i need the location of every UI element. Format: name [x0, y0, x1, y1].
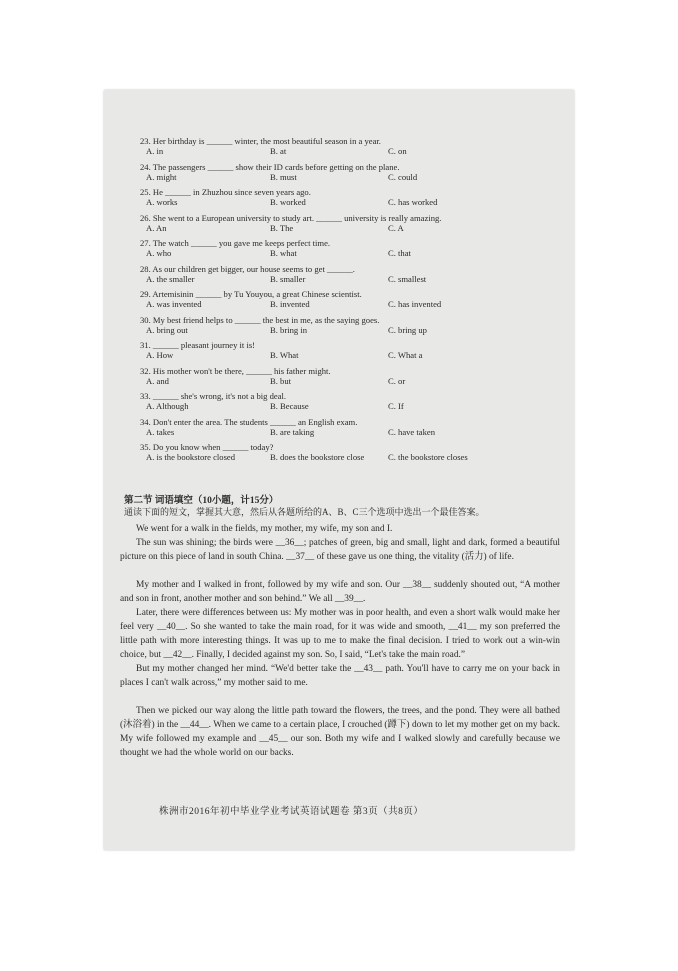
option-a: A. works	[146, 197, 178, 207]
option-a: A. the smaller	[146, 273, 195, 284]
option-a: A. bring out	[146, 324, 188, 335]
option-a: A. Although	[146, 401, 189, 411]
option-b: B. What	[270, 350, 299, 360]
section-instruction: 通读下面的短文，掌握其大意，然后从各题所给的A、B、C三个选项中选出一个最佳答案。	[124, 507, 485, 517]
option-b: B. smaller	[270, 273, 306, 284]
option-c: C. could	[388, 171, 418, 182]
option-b: B. does the bookstore close	[270, 452, 365, 462]
option-b: B. must	[270, 171, 297, 182]
option-c: C. smallest	[388, 273, 427, 284]
question-stem: 30. My best friend helps to ______ the best in me, as the saying goes.	[140, 314, 380, 325]
option-c: C. A	[388, 222, 404, 233]
page-footer: 株洲市2016年初中毕业学业考试英语试题卷 第3页（共8页）	[159, 807, 424, 817]
option-c: C. has invented	[388, 299, 442, 309]
option-a: A. was invented	[146, 299, 202, 309]
option-c: C. If	[388, 401, 404, 411]
question-stem: 27. The watch ______ you gave me keeps perfect time.	[140, 238, 331, 248]
option-c: C. on	[388, 146, 407, 156]
option-a: A. An	[146, 222, 167, 233]
option-a: A. takes	[146, 426, 175, 437]
exam-page	[104, 90, 574, 850]
option-a: A. who	[146, 248, 172, 258]
option-c: C. bring up	[388, 324, 427, 335]
passage-paragraph: My mother and I walked in front, followed by my wife and son. Our __38__ suddenly shouted out, “A mother and son in front, another mother and son behind.” We all __39__.	[120, 580, 560, 604]
option-c: C. has worked	[388, 197, 438, 207]
question-stem: 24. The passengers ______ show their ID cards before getting on the plane.	[140, 161, 400, 172]
option-b: B. what	[270, 248, 297, 258]
passage-paragraph: We went for a walk in the fields, my mother, my wife, my son and I.	[136, 524, 393, 534]
option-c: C. have taken	[388, 426, 436, 437]
question-stem: 34. Don't enter the area. The students ______ an English exam.	[140, 416, 358, 427]
question-stem: 23. Her birthday is ______ winter, the most beautiful season in a year.	[140, 136, 381, 146]
passage-paragraph: But my mother changed her mind. “We'd better take the __43__ path. You'll have to carry me on your back in places I can't walk across,” my mother said to me.	[120, 664, 560, 688]
option-a: A. How	[146, 350, 174, 360]
option-a: A. in	[146, 146, 164, 156]
option-b: B. Because	[270, 401, 309, 411]
passage-paragraph: Later, there were differences between us: My mother was in poor health, and even a short walk would make her feel very __40__. So she wanted to take the main road, for it was wide and smooth, __41__ my son preferred the little path with more interesting things. It was up to me to make the final decision. I tried to work out a win-win choice, but __42__. Finally, I decided against my son. So, I said, “Let's take the main road.”	[120, 608, 560, 660]
question-stem: 33. ______ she's wrong, it's not a big deal.	[140, 391, 287, 401]
option-b: B. The	[270, 222, 294, 233]
question-stem: 28. As our children get bigger, our house seems to get ______.	[140, 263, 355, 274]
question-stem: 32. His mother won't be there, ______ his father might.	[140, 365, 331, 376]
option-c: C. that	[388, 248, 411, 258]
section-title: 第二节 词语填空（10小题，计15分）	[124, 496, 279, 506]
passage-paragraph: The sun was shining; the birds were __36__; patches of green, big and small, light and dark, formed a beautiful picture on this piece of land in south China. __37__ of these gave us one thing, the vitality (活力) of life.	[120, 538, 560, 562]
option-c: C. the bookstore closes	[388, 452, 468, 462]
option-b: B. worked	[270, 197, 306, 207]
option-a: A. might	[146, 171, 177, 182]
question-stem: 35. Do you know when ______ today?	[140, 442, 274, 452]
question-stem: 31. ______ pleasant journey it is!	[140, 340, 256, 350]
option-b: B. are taking	[270, 426, 315, 437]
option-c: C. What a	[388, 350, 423, 360]
option-b: B. but	[270, 375, 292, 386]
option-a: A. is the bookstore closed	[146, 452, 236, 462]
option-a: A. and	[146, 375, 169, 386]
option-b: B. invented	[270, 299, 310, 309]
option-b: B. at	[270, 146, 287, 156]
passage-paragraph: Then we picked our way along the little path toward the flowers, the trees, and the pond. They were all bathed (沐浴着) in the __44__. When we came to a certain place, I crouched (蹲下) down to let my mother get on my back. My wife followed my example and __45__ our son. Both my wife and I walked slowly and carefully because we thought we had the whole world on our backs.	[120, 706, 560, 758]
question-stem: 25. He ______ in Zhuzhou since seven years ago.	[140, 187, 311, 197]
option-b: B. bring in	[270, 324, 308, 335]
question-stem: 29. Artemisinin ______ by Tu Youyou, a great Chinese scientist.	[140, 289, 362, 299]
question-stem: 26. She went to a European university to study art. ______ university is really amazing.	[140, 212, 442, 223]
option-c: C. or	[388, 375, 406, 386]
